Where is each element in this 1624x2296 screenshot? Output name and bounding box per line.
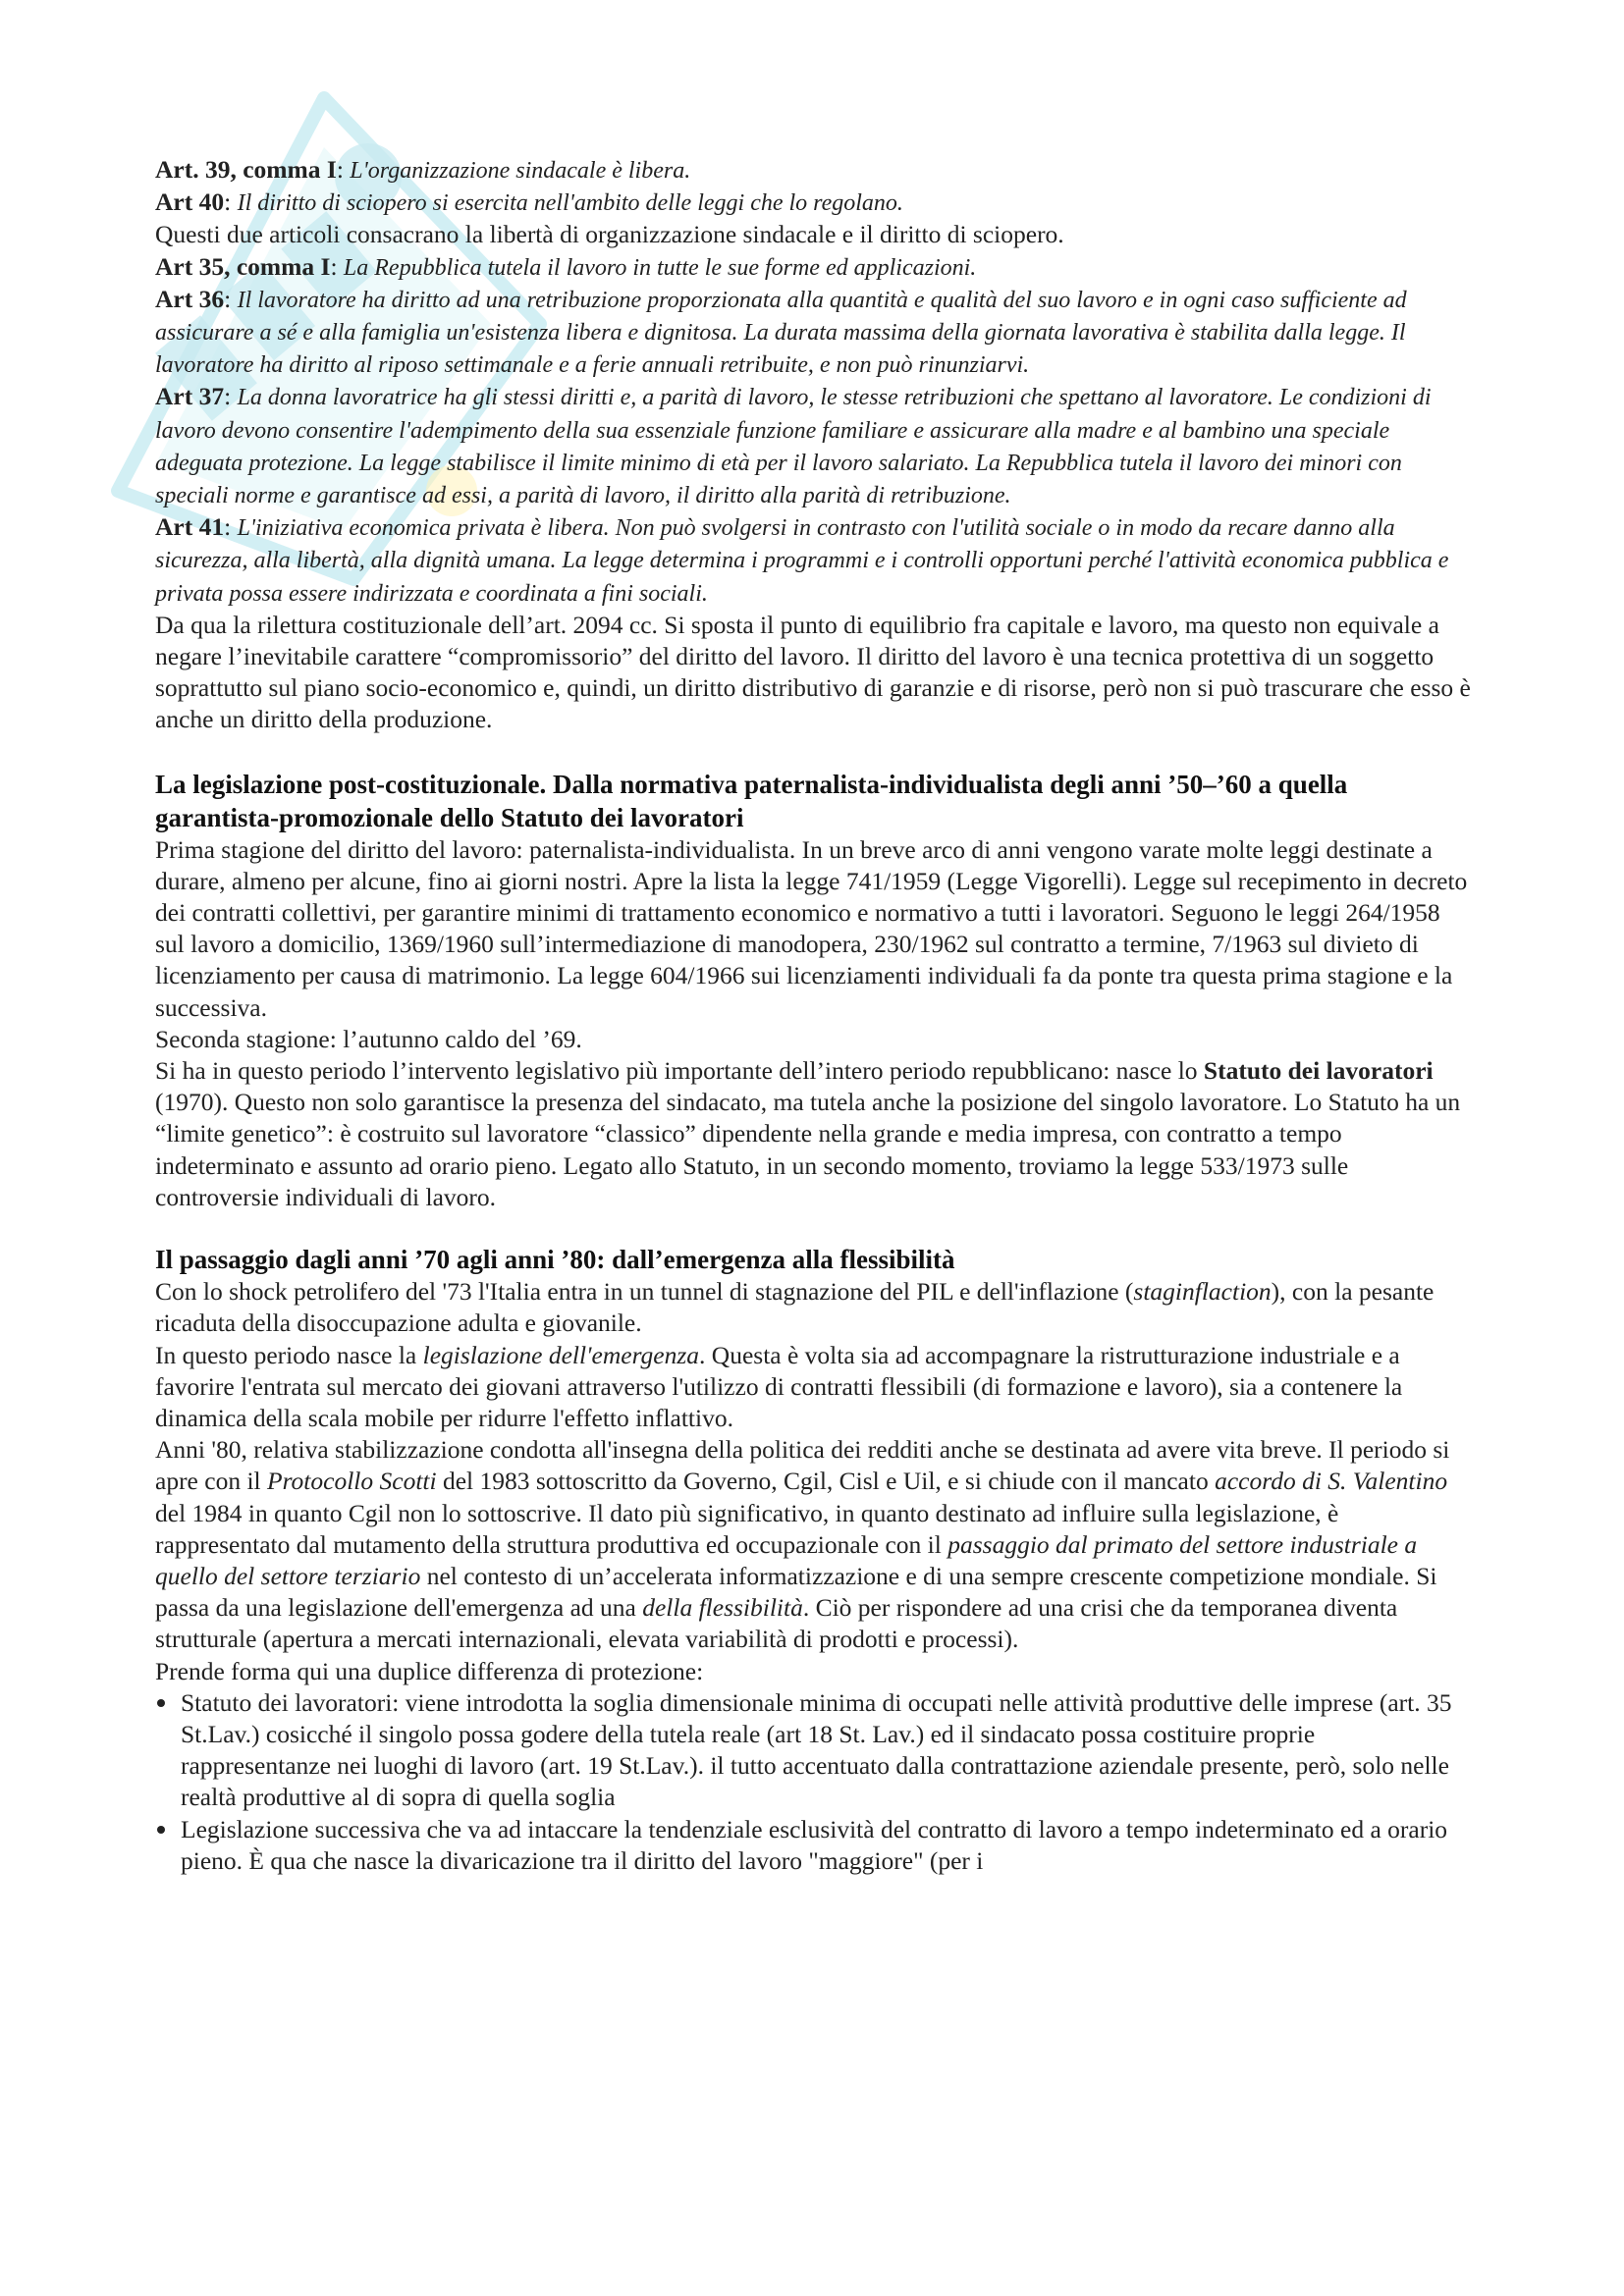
list-item-text: Statuto dei lavoratori: viene introdotta la soglia dimensionale minima di occupati nelle attività produttive delle imprese (art. 35 St.Lav.) cosicché il singolo possa godere della tutela reale (art 18 St. Lav.) ed il sindacato possa costituire proprie rappresentanze nei luoghi di lavoro (art. 19 St.Lav.). il tutto accentuato dalla contrattazione aziendale presente, però, solo nelle realtà produttive al di sopra di quella soglia	[181, 1687, 1452, 1812]
bold-term: Statuto dei lavoratori	[1203, 1056, 1434, 1086]
article-label: Art 35, comma I	[155, 251, 331, 281]
text-span: . Questa è volta sia ad accompagnare la ristrutturazione industriale e a favorire l'entrata sul mercato dei giovani attraverso l'utilizzo di contratti flessibili (di formazione e lavoro), sia a contenere la dinamica della scala mobile per ridurre l'effetto inflattivo.	[155, 1340, 1403, 1432]
article-41: Art 41: L'iniziativa economica privata è libera. Non può svolgersi in contrasto con l'utilità sociale o in modo da recare danno alla sicurezza, alla libertà, alla dignità umana. La legge determina i programmi e i controlli opportuni perché l'attività economica pubblica e privata possa essere indirizzata e coordinata a fini sociali.	[155, 512, 1449, 607]
paragraph: Prima stagione del diritto del lavoro: paternalista-individualista. In un breve arco di anni vengono varate molte leggi destinate a durare, almeno per alcune, fino ai giorni nostri. Apre la lista la legge 741/1959 (Legge Vigorelli). Legge sul recepimento in decreto dei contratti collettivi, per garantire minimi di trattamento economico e normativo a tutti i lavoratori. Seguono le leggi 264/1958 sul lavoro a domicilio, 1369/1960 sull’intermediazione di manodopera, 230/1962 sul contratto a termine, 7/1963 sul divieto di licenziamento per causa di matrimonio. La legge 604/1966 sui licenziamenti individuali fa da ponte tra questa prima stagione e la successiva.	[155, 834, 1468, 1022]
document-body	[155, 154, 1471, 1877]
list-item-text: Legislazione successiva che va ad intaccare la tendenziale esclusività del contratto di lavoro a tempo indeterminato ed a orario pieno. È qua che nasce la divaricazione tra il diritto del lavoro "maggiore" (per i	[181, 1814, 1448, 1875]
bullet-icon	[157, 1699, 165, 1707]
paragraph: Prende forma qui una duplice differenza di protezione:	[155, 1656, 704, 1685]
paragraph: Seconda stagione: l’autunno caldo del ’69.	[155, 1024, 582, 1053]
text-span: del 1984 in quanto Cgil non lo sottoscrive. Il dato più significativo, in quanto destinato ad influire sulla legislazione, è rappresentato dal mutamento della struttura produttiva ed occupazionale con il	[155, 1498, 1339, 1559]
paragraph: Da qua la rilettura costituzionale dell’art. 2094 cc. Si sposta il punto di equilibrio fra capitale e lavoro, ma questo non equivale a negare l’inevitabile carattere “compromissorio” del diritto del lavoro. Il diritto del lavoro è una tecnica protettiva di un soggetto soprattutto sul piano socio-economico e, quindi, un diritto distributivo di garanzie e di risorse, però non si può trascurare che esso è anche un diritto della produzione.	[155, 610, 1471, 734]
italic-term: accordo di S. Valentino	[1215, 1467, 1448, 1496]
section-heading: La legislazione post-costituzionale. Dalla normativa paternalista-individualista degli anni ’50–’60 a quella garantista-promozionale dello Statuto dei lavoratori	[155, 769, 1348, 832]
italic-term: passaggio dal primato del settore industriale a quello del settore terziario	[155, 1529, 1418, 1590]
text-span: In questo periodo nasce la	[155, 1340, 423, 1369]
spacer	[155, 1213, 1471, 1243]
spacer	[155, 736, 1471, 768]
article-text: Il lavoratore ha diritto ad una retribuzione proporzionata alla quantità e qualità del suo lavoro e in ogni caso sufficiente ad assicurare a sé e alla famiglia un'esistenza libera e dignitosa. La durata massima della giornata lavorativa è stabilita dalla legge. Il lavoratore ha diritto al riposo settimanale e a ferie annuali retribuite, e non può rinunziarvi.	[155, 287, 1407, 379]
article-label: Art. 39, comma I	[155, 155, 337, 184]
article-36: Art 36: Il lavoratore ha diritto ad una retribuzione proporzionata alla quantità e qualità del suo lavoro e in ogni caso sufficiente ad assicurare a sé e alla famiglia un'esistenza libera e dignitosa. La durata massima della giornata lavorativa è stabilita dalla legge. Il lavoratore ha diritto al riposo settimanale e a ferie annuali retribuite, e non può rinunziarvi.	[155, 284, 1407, 379]
text-span: Con lo shock petrolifero del '73 l'Italia entra in un tunnel di stagnazione del PIL e dell'inflazione (	[155, 1277, 1134, 1307]
text-span: Si ha in questo periodo l’intervento legislativo più importante dell’intero periodo repubblicano: nasce lo	[155, 1056, 1204, 1086]
text-span: (1970). Questo non solo garantisce la presenza del sindacato, ma tutela anche la posizione del singolo lavoratore. Lo Statuto ha un “limite genetico”: è costruito sul lavoratore “classico” dipendente nella grande e media impresa, con contratto a tempo indeterminato e assunto ad orario pieno. Legato allo Statuto, in un secondo momento, troviamo la legge 533/1973 sulle controversie individuali di lavoro.	[155, 1088, 1461, 1211]
article-label: Art 40	[155, 187, 225, 217]
text-span: ), con la pesante ricaduta della disoccupazione adulta e giovanile.	[155, 1277, 1435, 1338]
paragraph	[155, 1055, 1471, 1213]
text-span: Anni '80, relativa stabilizzazione condotta all'insegna della politica dei redditi anche se destinata ad avere vita breve. Il periodo si apre con il	[155, 1435, 1450, 1496]
bullet-icon	[157, 1826, 165, 1834]
italic-term: della flessibilità	[642, 1593, 803, 1623]
article-label: Art 41	[155, 512, 225, 542]
article-37: Art 37: La donna lavoratrice ha gli stessi diritti e, a parità di lavoro, le stesse retribuzioni che spettano al lavoratore. Le condizioni di lavoro devono consentire l'adempimento della sua essenziale funzione familiare e assicurare alla madre e al bambino una speciale adeguata protezione. La legge stabilisce il limite minimo di età per il lavoro salariato. La Repubblica tutela il lavoro dei minori con speciali norme e garantisce ad essi, a parità di lavoro, il diritto alla parità di retribuzione.	[155, 382, 1432, 509]
section-heading: Il passaggio dagli anni ’70 agli anni ’80: dall’emergenza alla flessibilità	[155, 1245, 955, 1275]
article-text: La Repubblica tutela il lavoro in tutte le sue forme ed applicazioni.	[343, 254, 977, 281]
text-span: nel contesto di un’accelerata informatizzazione e di una sempre crescente competizione mondiale. Si passa da una legislazione dell'emergenza ad una	[155, 1561, 1437, 1623]
list-item	[155, 1687, 1471, 1814]
text-span: . Ciò per rispondere ad una crisi che da temporanea diventa strutturale (apertura a mercati internazionali, elevata variabilità di prodotti e processi).	[155, 1593, 1398, 1654]
italic-term: Protocollo Scotti	[267, 1467, 437, 1496]
article-40: Art 40: Il diritto di sciopero si esercita nell'ambito delle leggi che lo regolano.	[155, 187, 903, 217]
paragraph	[155, 1340, 1471, 1435]
bullet-list	[155, 1687, 1471, 1877]
paragraph: Questi due articoli consacrano la libertà di organizzazione sindacale e il diritto di sciopero.	[155, 220, 1064, 249]
article-text: L'organizzazione sindacale è libera.	[350, 158, 691, 184]
italic-term: staginflaction	[1133, 1277, 1272, 1307]
article-text: L'iniziativa economica privata è libera. Non può svolgersi in contrasto con l'utilità sociale o in modo da recare danno alla sicurezza, alla libertà, alla dignità umana. La legge determina i programmi e i controlli opportuni perché l'attività economica pubblica e privata possa essere indirizzata e coordinata a fini sociali.	[155, 515, 1449, 607]
paragraph	[155, 1276, 1471, 1339]
article-label: Art 37	[155, 382, 225, 411]
italic-term: legislazione dell'emergenza	[422, 1340, 700, 1369]
list-item	[155, 1814, 1471, 1877]
article-text: La donna lavoratrice ha gli stessi diritti e, a parità di lavoro, le stesse retribuzioni che spettano al lavoratore. Le condizioni di lavoro devono consentire l'adempimento della sua essenziale funzione familiare e assicurare alla madre e al bambino una speciale adeguata protezione. La legge stabilisce il limite minimo di età per il lavoro salariato. La Repubblica tutela il lavoro dei minori con speciali norme e garantisce ad essi, a parità di lavoro, il diritto alla parità di retribuzione.	[155, 385, 1432, 509]
article-text: Il diritto di sciopero si esercita nell'ambito delle leggi che lo regolano.	[237, 190, 903, 217]
paragraph	[155, 1434, 1471, 1655]
article-39: Art. 39, comma I: L'organizzazione sindacale è libera.	[155, 155, 691, 184]
article-label: Art 36	[155, 284, 225, 313]
article-35: Art 35, comma I: La Repubblica tutela il lavoro in tutte le sue forme ed applicazioni.	[155, 251, 977, 281]
text-span: del 1983 sottoscritto da Governo, Cgil, Cisl e Uil, e si chiude con il mancato	[436, 1467, 1216, 1496]
